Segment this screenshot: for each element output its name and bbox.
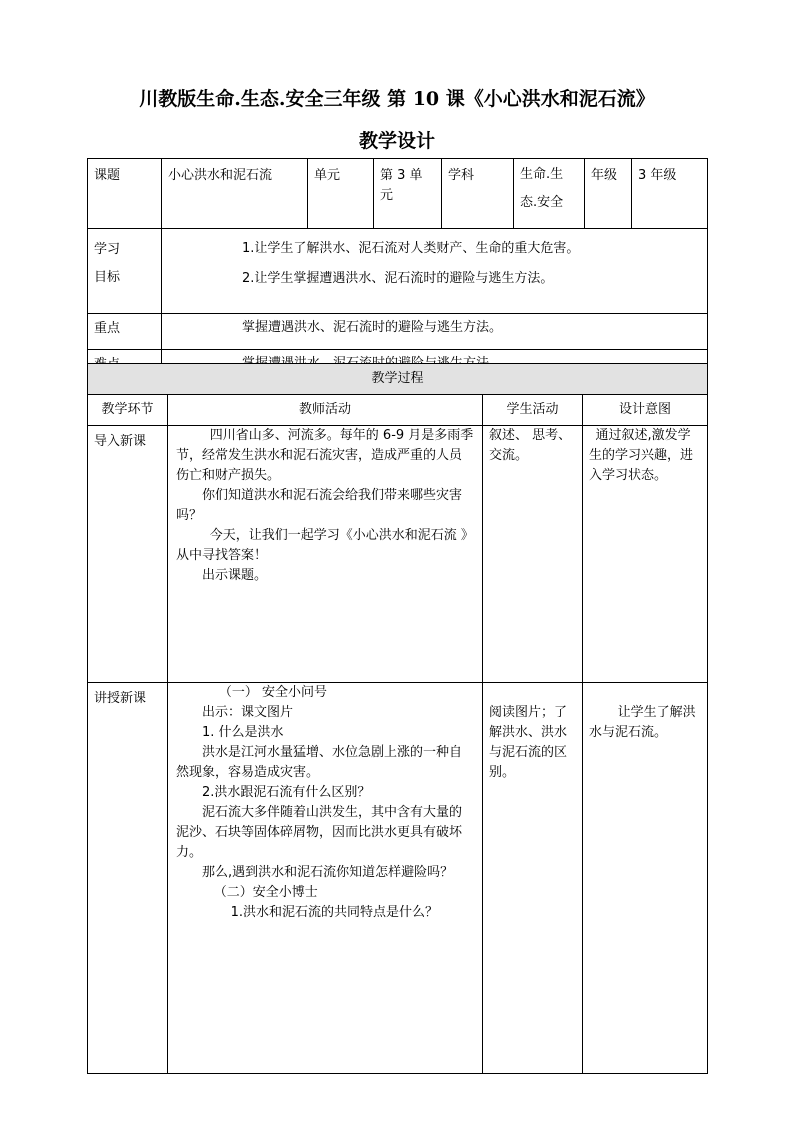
teacher-activity: [168, 683, 483, 1074]
key-label: 重点: [88, 314, 162, 350]
teacher-paragraph: 四川省山多、河流多。每年的 6-9 月是多雨季节，经常发生洪水和泥石流灾害，造成严重的人员伤亡和财产损失。: [176, 428, 474, 483]
column-header: 教师活动: [168, 395, 483, 426]
teacher-paragraph: 出示：课文图片: [202, 705, 294, 720]
teacher-paragraph: 出示课题。: [202, 568, 268, 583]
column-header-row: [88, 395, 708, 426]
topic-label: 课题: [88, 159, 162, 229]
teacher-paragraph: 1. 什么是洪水: [202, 725, 284, 740]
teacher-paragraph: 今天，让我们一起学习《小心洪水和泥石流 》从中寻找答案！: [176, 528, 474, 563]
topic-value: 小心洪水和泥石流: [162, 159, 308, 229]
goals-label-text: 学习目标: [94, 242, 121, 285]
column-header: 设计意图: [583, 395, 708, 426]
teacher-paragraph: 1.洪水和泥石流的共同特点是什么？: [230, 905, 438, 920]
info-row-key: [88, 314, 708, 350]
design-intent: 通过叙述,激发学生的学习兴趣，进入学习状态。: [583, 426, 708, 683]
process-heading: 教学过程: [88, 364, 708, 395]
grade-label: 年级: [585, 159, 632, 229]
goals-cell: [162, 229, 708, 314]
stage-label: 导入新课: [88, 426, 168, 683]
key-value: 掌握遭遇洪水、泥石流时的避险与逃生方法。: [162, 314, 708, 350]
document-subtitle: 教学设计: [358, 130, 435, 152]
grade-value: 3 年级: [632, 159, 708, 229]
goals-label: [88, 229, 162, 314]
student-activity: 叙述、 思考、交流。: [483, 426, 583, 683]
document-title: 川教版生命.生态.安全三年级 第 10 课《小心洪水和泥石流》: [139, 88, 655, 110]
unit-value: 第 3 单元: [374, 159, 442, 229]
unit-label: 单元: [308, 159, 374, 229]
section-heading: （二）安全小博士: [213, 885, 318, 900]
subject-value: 生命.生态.安全: [514, 159, 585, 229]
column-header: 教学环节: [88, 395, 168, 426]
teacher-activity: [168, 426, 483, 683]
teacher-paragraph: 你们知道洪水和泥石流会给我们带来哪些灾害吗？: [176, 488, 463, 523]
process-table: [87, 363, 708, 1074]
student-activity: 阅读图片；了解洪水、洪水与泥石流的区别。: [483, 683, 583, 1074]
process-heading-row: [88, 364, 708, 395]
stage-row-intro: [88, 426, 708, 683]
stage-row-teach: [88, 683, 708, 1074]
goal-item: 2.让学生掌握遭遇洪水、泥石流时的避险与逃生方法。: [242, 271, 554, 286]
section-heading: （一） 安全小问号: [218, 685, 328, 700]
stage-label: 讲授新课: [88, 683, 168, 1074]
column-header: 学生活动: [483, 395, 583, 426]
info-row-goals: [88, 229, 708, 314]
teacher-paragraph: 泥石流大多伴随着山洪发生，其中含有大量的泥沙、石块等固体碎屑物，因而比洪水更具有破坏力。: [176, 805, 463, 860]
teacher-paragraph: 洪水是江河水量猛增、水位急剧上涨的一种自然现象，容易造成灾害。: [176, 745, 463, 780]
design-intent: 让学生了解洪水与泥石流。: [583, 683, 708, 1074]
info-table: [87, 158, 708, 386]
teacher-paragraph: 2.洪水跟泥石流有什么区别？: [202, 785, 371, 800]
info-row-topic: [88, 159, 708, 229]
subject-label: 学科: [442, 159, 514, 229]
teacher-paragraph: 那么,遇到洪水和泥石流你知道怎样避险吗？: [202, 865, 454, 880]
goal-item: 1.让学生了解洪水、泥石流对人类财产、生命的重大危害。: [242, 241, 580, 256]
